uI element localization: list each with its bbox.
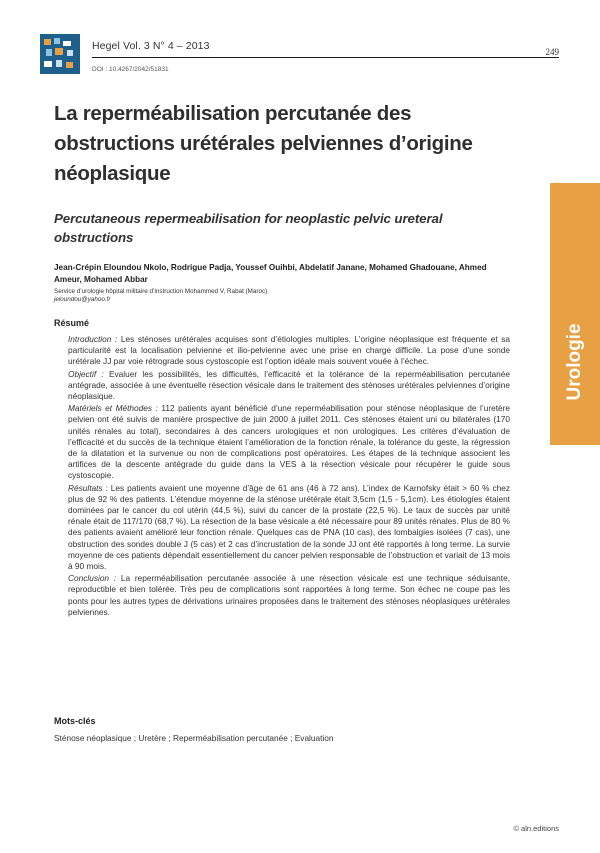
introduction-text: Les sténoses urétérales acquises sont d’étiologies multiples. L’origine néoplasique est fréquente et sa particularité est la localisation pelvienne et ilio-pelvienne avec une prise en charge difficile. La pose d’une sonde urétérale JJ par voie rétrograde sous cystoscopie est l’option idéale mais souvent vouée à l’échec. — [68, 334, 510, 367]
conclusion-text: La reperméabilisation percutanée associée à une résection vésicale est une technique séduisante, reproductible et bien tolérée. Très peu de complications sont rapportées à long terme. Son échec ne coupe pas les ponts pour les autres types de dérivations urinaires proposées dans le traitement des sténoses néoplasiques urétérales pelviennes. — [68, 573, 510, 617]
abstract-methodes — [68, 403, 510, 481]
resultats-label: Résultats : — [68, 482, 108, 493]
authors: Jean-Crépin Eloundou Nkolo, Rodrigue Padja, Youssef Ouihbi, Abdelatif Janane, Mohamed Ghadouane, Ahmed Ameur, Mohamed Abbar — [54, 263, 487, 284]
doi: DOI : 10.4267/2042/51831 — [92, 66, 169, 73]
journal-info: Hegel Vol. 3 N° 4 – 2013 — [92, 40, 210, 52]
conclusion-label: Conclusion : — [68, 573, 117, 584]
abstract-body — [68, 334, 510, 619]
abstract-heading: Résumé — [54, 318, 90, 328]
methodes-text: 112 patients ayant bénéficié d’une reperméabilisation pour sténose néoplasique de l’uretère pelvien ont été suivis de manière prospective de juin 2000 à juillet 2011. Ces sténoses étaient uni ou bilatérales (170 unités rénales au total), secondaires à des cancers urologiques et non urologiques. Les critères d’évaluation de l’efficacité et du succès de la technique étaient l’amélioration de la fonction rénale, la tolérance du geste, la régression de la dilatation et la survenue ou non de complications post opératoires. Les étapes de la technique associent les artifices de la descente antégrade du guide dans la VES à la résection vésicale pour récupérer le guide sous cystoscopie. — [68, 403, 510, 481]
objectif-label: Objectif : — [68, 368, 104, 379]
keywords-text: Sténose néoplasique ; Uretère ; Reperméabilisation percutanée ; Evaluation — [54, 733, 334, 743]
header-rule — [92, 57, 559, 58]
author-email: jeloundou@yahoo.fr — [54, 296, 111, 303]
section-label: Urologie — [564, 323, 585, 401]
abstract-introduction — [68, 334, 510, 368]
article-subtitle: Percutaneous repermeabilisation for neoplastic pelvic ureteral obstructions — [54, 211, 443, 245]
objectif-text: Evaluer les possibilités, les difficultés, l’efficacité et la tolérance de la reperméabilisation percutanée antégrade, associée à une éventuelle résection vésicale dans le traitement des sténoses urétérales pelviennes d’origine néoplasique. — [68, 368, 510, 402]
abstract-resultats — [68, 483, 510, 573]
introduction-label: Introduction : — [68, 334, 118, 344]
abstract-conclusion — [68, 573, 510, 618]
methodes-label: Matériels et Méthodes : — [68, 403, 158, 414]
affiliation: Service d’urologie hôpital militaire d’instruction Mohammed V, Rabat (Maroc) — [54, 288, 268, 295]
publisher-footer: © aln.editions — [513, 824, 559, 833]
journal-logo-icon — [40, 34, 80, 74]
abstract-objectif — [68, 369, 510, 403]
section-side-tab — [550, 183, 600, 445]
resultats-text: Les patients avaient une moyenne d’âge de 61 ans (46 à 72 ans). L’index de Karnofsky était > 60 % chez plus de 92 % des patients. L’étendue moyenne de la sténose urétérale était 3,5cm (1,5 - 5,1cm). Les étiologies étaient dominées par le cancer du col utérin (44,5 %), suivi du cancer de la prostate (22,5 %). Le taux de succès par unité rénale était de 117/170 (68,7 %). La résection de la base vésicale a été nécessaire pour 89 unités rénales. Plus de 80 % des patients avaient amélioré leur fonction rénale. Quelques cas de PNA (10 cas), des lombalgies isolées (7 cas), une obstruction des sondes double J (5 cas) et 2 cas d’incrustation de la sonde JJ ont été rapportés à long terme. La survie moyenne de ces patients dépendait essentiellement du cancer pelvien responsable de l’obstruction et variait de 13 mois à 90 mois. — [68, 482, 510, 572]
article-title: La reperméabilisation percutanée des obstructions urétérales pelviennes d’origine néoplasique — [54, 102, 473, 185]
keywords-heading: Mots-clés — [54, 716, 96, 726]
page-number: 249 — [545, 47, 559, 57]
